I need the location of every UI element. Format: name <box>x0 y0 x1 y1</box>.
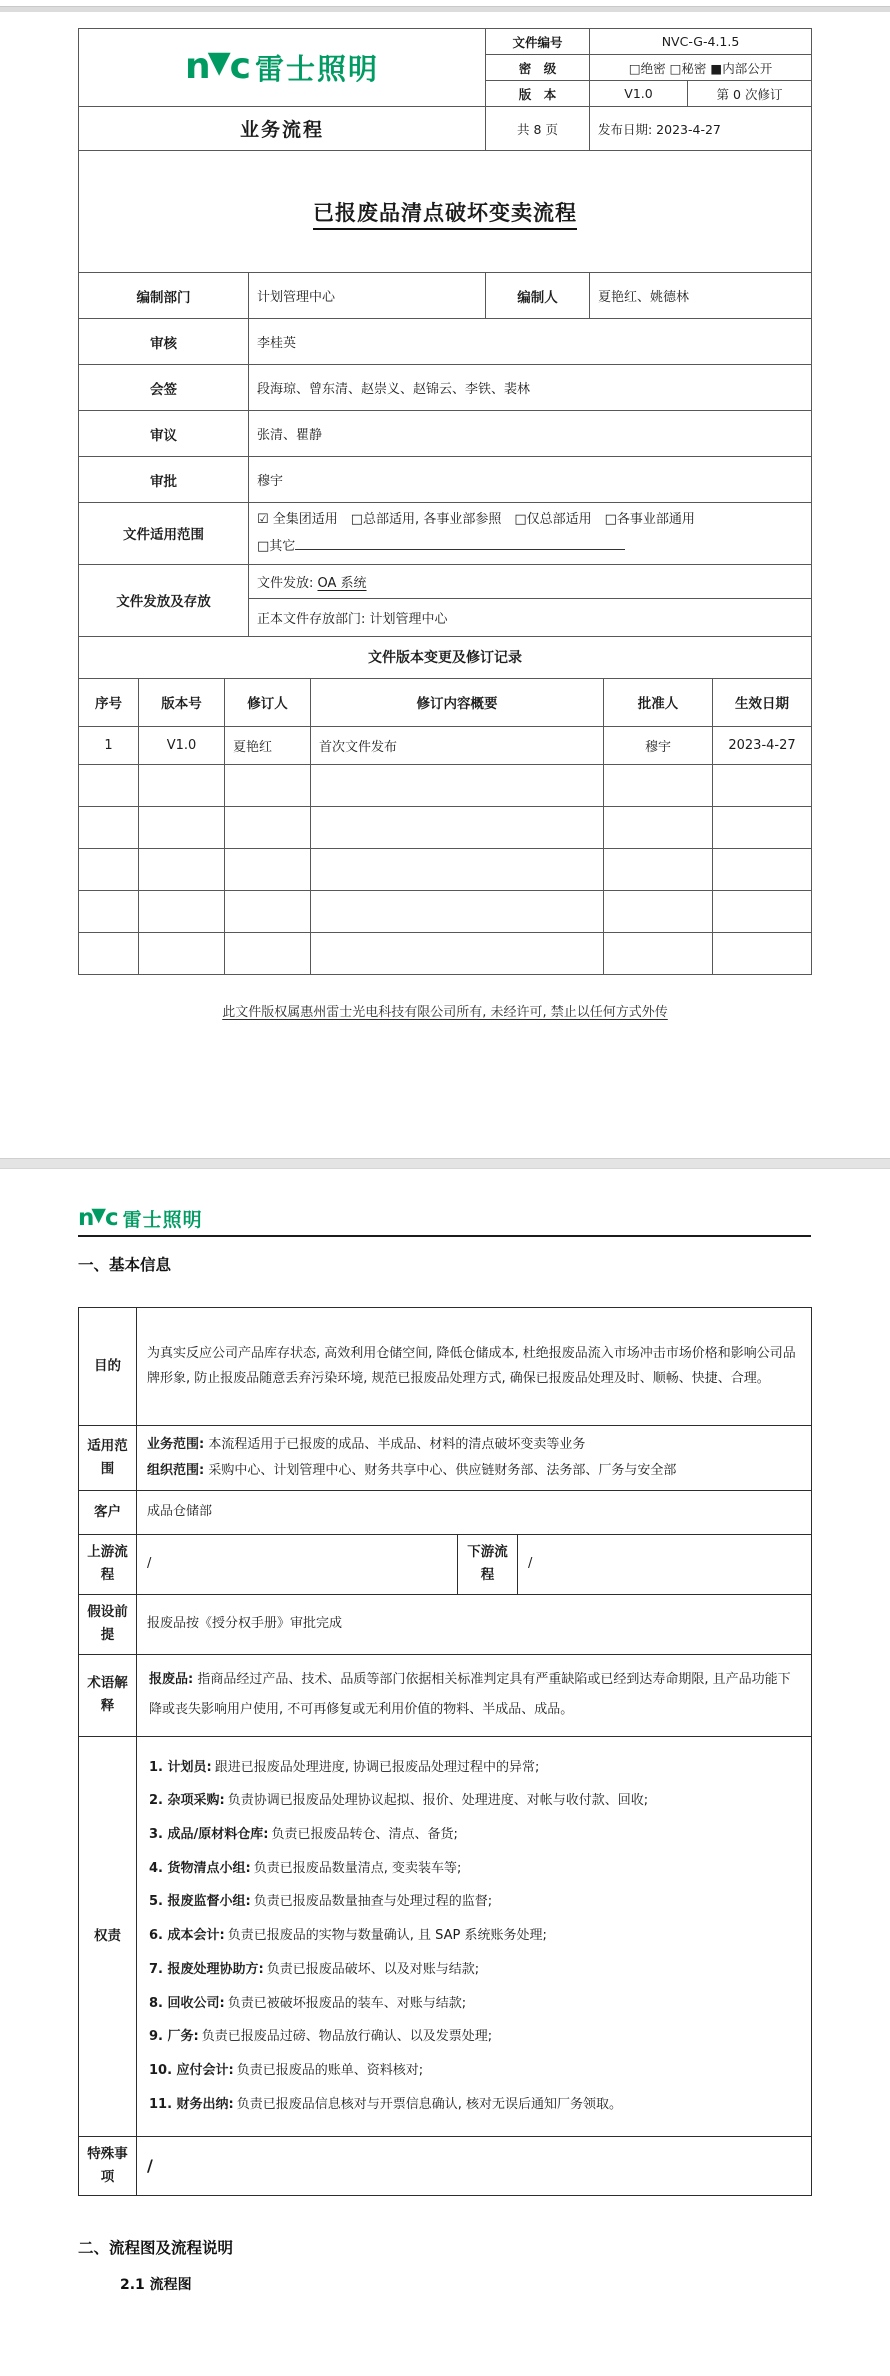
col-seq: 序号 <box>79 678 139 726</box>
document-title: 已报废品清点破坏变卖流程 <box>313 201 577 230</box>
purpose-label: 目的 <box>79 1307 137 1425</box>
duty-item: 9. 厂务: 负责已报废品过磅、物品放行确认、以及发票处理; <box>149 2029 493 2045</box>
revision-count: 第 0 次修订 <box>688 81 812 107</box>
doc-number-label: 文件编号 <box>486 29 590 55</box>
revision-record-title: 文件版本变更及修订记录 <box>78 636 811 678</box>
deliberate-value: 张清、瞿静 <box>248 411 811 457</box>
duties-list <box>137 1736 812 2137</box>
revision-empty-row <box>79 848 812 890</box>
downstream-label: 下游流程 <box>458 1534 518 1594</box>
prepared-by-value: 夏艳红、姚德林 <box>590 273 812 319</box>
approve-value: 穆宇 <box>248 457 811 503</box>
basic-info-table <box>78 1307 812 2197</box>
brand-name: 雷士照明 <box>255 52 380 86</box>
duty-item: 8. 回收公司: 负责已被破坏报废品的装车、对账与结款; <box>149 1995 467 2011</box>
countersign-value: 段海琼、曾东清、赵崇义、赵锦云、李铁、裴林 <box>248 365 811 411</box>
col-version: 版本号 <box>139 678 225 726</box>
basic-info-page <box>0 1169 890 2365</box>
cover-header-table <box>78 28 812 679</box>
scope-other-checkbox: □其它 <box>256 539 296 555</box>
business-scope-line: 业务范围: 本流程适用于已报废的成品、半成品、材料的清点破坏变卖等业务 <box>147 1436 586 1452</box>
review-value: 李桂英 <box>248 319 811 365</box>
duty-item: 5. 报废监督小组: 负责已报废品数量抽查与处理过程的监督; <box>149 1894 493 1910</box>
terms-text: 报废品: 指商品经过产品、技术、品质等部门依据相关标准判定具有严重缺陷或已经到达寿命期限, 且产品功能下降或丧失影响用户使用, 不可再修复或无利用价值的物料、半成品、成品。 <box>137 1654 812 1736</box>
version-value: V1.0 <box>590 81 688 107</box>
duty-item: 3. 成品/原材料仓库: 负责已报废品转仓、清点、备货; <box>149 1827 458 1843</box>
revision-empty-row <box>79 932 812 974</box>
revision-table <box>78 678 812 975</box>
scope-other-blank-line <box>295 538 625 550</box>
nvc-logo <box>87 47 477 88</box>
page-separator <box>0 1158 890 1169</box>
doc-scope-value <box>248 503 811 565</box>
upstream-value: / <box>137 1534 458 1594</box>
duty-item: 7. 报废处理协助方: 负责已报废品破坏、以及对账与结款; <box>149 1961 480 1977</box>
upstream-label: 上游流程 <box>79 1534 137 1594</box>
revision-empty-row <box>79 890 812 932</box>
revision-empty-row <box>79 806 812 848</box>
secrecy-value: □绝密 □秘密 ■内部公开 <box>590 55 812 81</box>
secrecy-label: 密 级 <box>486 55 590 81</box>
duty-item: 10. 应付会计: 负责已报废品的账单、资料核对; <box>149 2062 424 2078</box>
doc-type: 业务流程 <box>78 107 485 151</box>
terms-label: 术语解释 <box>79 1654 137 1736</box>
storage-dept: 正本文件存放部门: 计划管理中心 <box>248 598 811 636</box>
applicable-scope-text <box>137 1425 812 1490</box>
premise-value: 报废品按《授分权手册》审批完成 <box>137 1594 812 1654</box>
duty-item: 1. 计划员: 跟进已报废品处理进度, 协调已报废品处理过程中的异常; <box>149 1759 540 1775</box>
term-name: 报废品: <box>149 1671 194 1687</box>
title-cell <box>78 151 811 273</box>
doc-number-value: NVC-G-4.1.5 <box>590 29 812 55</box>
duty-item: 2. 杂项采购: 负责协调已报废品处理协议起拟、报价、处理进度、对帐与收付款、回收; <box>149 1793 649 1809</box>
distribution-label: 文件发放及存放 <box>78 564 248 636</box>
purpose-text: 为真实反应公司产品库存状态, 高效利用仓储空间, 降低仓储成本, 杜绝报废品流入市场冲击市场价格和影响公司品牌形象, 防止报废品随意丢弃污染环境, 规范已报废品处理方式, 确保已报废品处理及时、顺畅、快捷、合理。 <box>137 1307 812 1425</box>
org-scope-line: 组织范围: 采购中心、计划管理中心、财务共享中心、供应链财务部、法务部、厂务与安全部 <box>147 1462 677 1478</box>
applicable-scope-label: 适用范围 <box>79 1425 137 1490</box>
revision-header-row <box>79 678 812 726</box>
logo-triangle-icon: ▼ <box>91 1203 106 1226</box>
version-label: 版 本 <box>486 81 590 107</box>
header-rule <box>78 1235 811 1237</box>
prepared-dept-label: 编制部门 <box>78 273 248 319</box>
customer-value: 成品仓储部 <box>137 1490 812 1534</box>
col-approver: 批准人 <box>604 678 713 726</box>
cover-page <box>0 12 890 1158</box>
duty-item: 11. 财务出纳: 负责已报废品信息核对与开票信息确认, 核对无误后通知厂务领取。 <box>149 2096 623 2112</box>
publish-date: 发布日期: 2023-4-27 <box>590 107 812 151</box>
duties-label: 权责 <box>79 1736 137 2137</box>
revision-row: 1 V1.0 夏艳红 首次文件发布 穆宇 2023-4-27 <box>79 726 812 764</box>
prepared-dept-value: 计划管理中心 <box>248 273 485 319</box>
brand-name: 雷士照明 <box>122 1208 203 1231</box>
distribution-channel: 文件发放: OA 系统 <box>248 564 811 598</box>
logo-triangle-icon: ▼ <box>207 45 231 81</box>
countersign-label: 会签 <box>78 365 248 411</box>
logo-cell <box>78 29 485 107</box>
section-2-1-heading: 2.1 流程图 <box>120 2277 192 2294</box>
prepared-by-label: 编制人 <box>486 273 590 319</box>
special-items-label: 特殊事项 <box>79 2137 137 2196</box>
downstream-value: / <box>518 1534 812 1594</box>
page1-bottom-margin <box>0 1020 890 1158</box>
section-2-heading: 二、流程图及流程说明 <box>78 2239 234 2258</box>
review-label: 审核 <box>78 319 248 365</box>
duty-item: 4. 货物清点小组: 负责已报废品数量清点, 变卖装车等; <box>149 1860 462 1876</box>
col-summary: 修订内容概要 <box>311 678 604 726</box>
approve-label: 审批 <box>78 457 248 503</box>
nvc-logo-mark-icon: n ▼ c <box>184 45 250 88</box>
scope-checkbox-options: ☑ 全集团适用 □总部适用, 各事业部参照 □仅总部适用 □各事业部通用 <box>256 512 695 527</box>
revision-empty-row <box>79 764 812 806</box>
col-effective-date: 生效日期 <box>713 678 812 726</box>
customer-label: 客户 <box>79 1490 137 1534</box>
nvc-logo-small <box>78 1205 890 1232</box>
total-pages: 共 8 页 <box>486 107 590 151</box>
distribution-channel-value: OA 系统 <box>317 575 367 591</box>
doc-scope-label: 文件适用范围 <box>78 503 248 565</box>
nvc-logo-mark-icon: n ▼ c <box>78 1203 117 1231</box>
col-reviser: 修订人 <box>225 678 311 726</box>
special-items-value: / <box>137 2137 812 2196</box>
copyright-notice: 此文件版权属惠州雷士光电科技有限公司所有, 未经许可, 禁止以任何方式外传 <box>222 1004 668 1020</box>
section-1-heading: 一、基本信息 <box>78 1255 172 1274</box>
duty-item: 6. 成本会计: 负责已报废品的实物与数量确认, 且 SAP 系统账务处理; <box>149 1928 547 1944</box>
premise-label: 假设前提 <box>79 1594 137 1654</box>
deliberate-label: 审议 <box>78 411 248 457</box>
